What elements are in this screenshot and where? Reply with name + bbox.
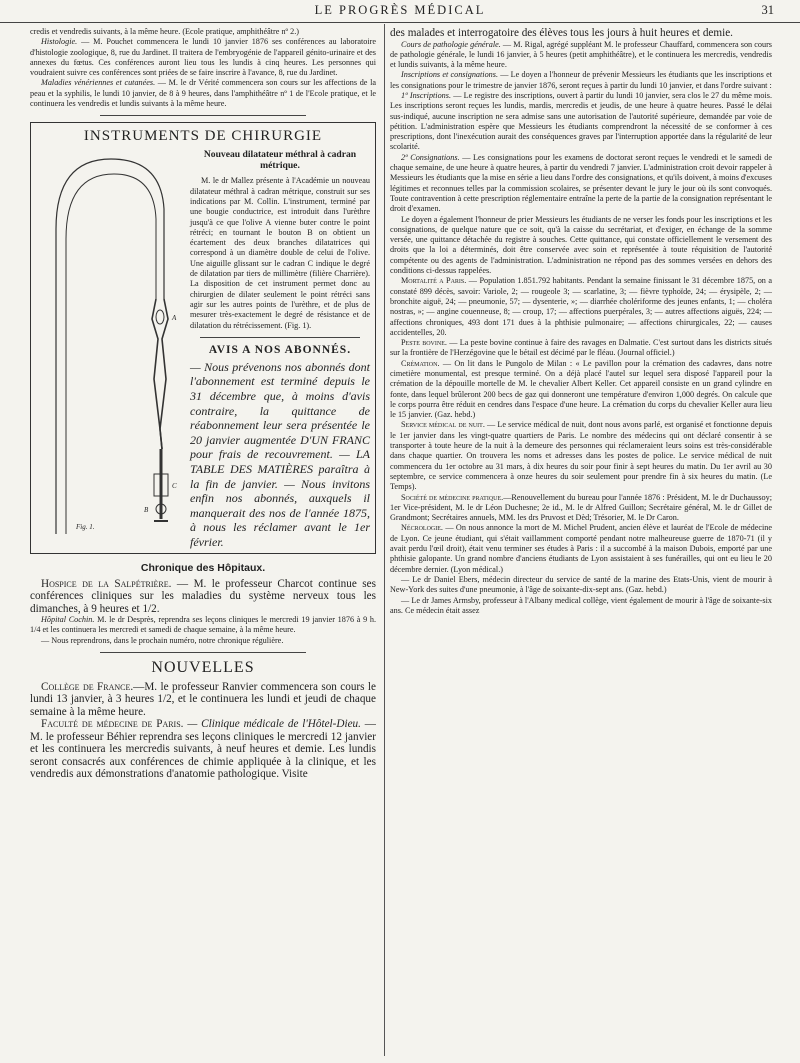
text-inscriptions: — Le doyen a l'honneur de prévenir Messieurs les étudiants que les inscriptions et les consignations pour le trimestre de janvier 1876, seront reçues à partir du lundi 10 janvier, et dans l'ordre suivant :	[390, 70, 772, 90]
instruments-box	[30, 122, 376, 553]
text-salpetriere: — M. le professeur Charcot continue ses conférences cliniques sur les maladies du système nerveux tous les dimanches, à 9 heures et 1/2.	[30, 577, 376, 615]
subheading-faculte: — Clinique médicale de l'Hôtel-Dieu.	[183, 718, 361, 731]
paragraph-cochin	[30, 615, 376, 636]
journal-title: LE PROGRÈS MÉDICAL	[314, 3, 486, 17]
heading-inscriptions: Inscriptions et consignations.	[401, 70, 498, 80]
nouvelles-title: NOUVELLES	[151, 658, 255, 676]
heading-faculte: Faculté de médecine de Paris.	[41, 718, 184, 731]
paragraph-salpetriere	[30, 578, 376, 616]
chronique-title: Chronique des Hôpitaux.	[140, 561, 266, 574]
text-consignations: — Les consignations pour les examens de doctorat seront reçues le vendredi et le samedi de chaque semaine, de une heure à quatre heures, à partir du vendredi 7 janvier. L'administration croit devoir rappeler à Messieurs les étudiants que la mise en série a lieu dans l'ordre des consignations, et qu'ils doivent, à moins d'excuses légitimes et reconnues telles par la commission scolaires, se présenter devant le jury le jour où ils sont convoqués. Toute contravention à cette prescription réglementaire entraîne la perte de la partie de la consignation représentant le droit d'examen.	[390, 152, 772, 214]
heading-societe: Société de médecine pratique.	[401, 492, 504, 502]
heading-peste: Peste bovine.	[401, 338, 447, 348]
paragraph-maladies	[30, 78, 376, 109]
paragraph-inscriptions	[390, 70, 772, 91]
text-pathologie: — M. Rigal, agrégé suppléant M. le professeur Chauffard, commencera son cours de pathologie générale, le lundi 16 janvier, à 5 heures (petit amphithéâtre), et le continuera les mercredis, vendredis et lundis suivants, à la même heure.	[390, 39, 772, 70]
text-cochin: M. le dr Desprès, reprendra ses leçons cliniques le mercredi 19 janvier 1876 à 9 h. 1/4 et les continuera les mercredi et samedi de chaque semaine, à la même heure.	[30, 615, 376, 635]
instruments-body: M. le dr Mallez présente à l'Académie un nouveau dilatateur méthral à cadran métrique, construit sur ses indications par M. Collin. L'instrument, terminé par une bougie conductrice, est introduit dans l'urèthre jusqu'à ce que l'olive A vienne buter contre le point rétréci; en tournant le bouton B on obtient un écartement des deux branches dilatatrices qui correspond à un diamètre double de celui de l'olive. Une aiguille glissant sur le cadran C indique le degré de dilatation par tiers de millimètre (filière Charrière). La disposition de cet instrument permet donc au chirurgien de dilater seulement le point rétréci sans agir sur les autres points de l'urèthre, et de plus de mesurer très-exactement le degré de résistance et de dilatation du rétrécissement. (Fig. 1).	[190, 176, 370, 330]
heading-service-nuit: Service médical de nuit.	[401, 420, 485, 430]
paragraph-armsby: — Le dr James Armsby, professeur à l'Albany medical collège, vient également de mourir à l'âge de soixante-six ans. Ce médecin était assez	[390, 595, 772, 615]
avis-title: AVIS A NOS ABONNÉS.	[208, 343, 352, 356]
text-college-de-france: —M. le professeur Ranvier commencera son cours le lundi 13 janvier, à 3 heures 1/2, et le continuera les lundi et jeudi de chaque semaine à la même heure.	[30, 680, 376, 718]
separator-rule	[200, 337, 360, 338]
page-number: 31	[761, 3, 774, 17]
paragraph-reprendrons: — Nous reprendrons, dans le prochain numéro, notre chronique régulière.	[41, 635, 284, 645]
instruments-title: INSTRUMENTS DE CHIRURGIE	[83, 128, 323, 145]
text-peste: — La peste bovine continue à faire des ravages en Dalmatie. C'est surtout dans les districts situés sur la frontière de l'Herzégovine que le bétail est décimé par le fléau. (Journal officiel.)	[390, 338, 772, 358]
heading-salpetriere: Hospice de la Salpétrière.	[41, 577, 172, 590]
heading-mortalite: Mortalité a Paris.	[401, 276, 467, 286]
fig-caption: Fig. 1.	[76, 523, 95, 532]
separator-rule	[100, 115, 306, 116]
paragraph-ebers: — Le dr Daniel Ebers, médecin directeur du service de santé de la marine des Etats-Unis, vient de mourir à New-York des suites d'une pneumonie, à l'âge de soixante-dix-sept ans. (Gaz. hebd.)	[390, 574, 772, 595]
instruments-text	[186, 149, 370, 549]
text-faculte: — M. le professeur Béhier reprendra ses leçons cliniques le mercredi 12 janvier et les continuera les mercredis suivants, à neuf heures et demie. Les lundis seront consacrés aux conférences de chimie appliquée à la clinique, et les vendredis aux démonstrations d'anatomie pathologique. Visite	[30, 718, 376, 781]
heading-cremation: Crémation.	[401, 358, 440, 368]
paragraph-college-de-france	[30, 681, 376, 719]
paragraph-pathologie	[390, 40, 772, 71]
heading-pathologie: Cours de pathologie générale.	[401, 39, 501, 49]
dilatateur-illustration	[36, 149, 186, 534]
text-service-nuit: — Le service médical de nuit, dont nous avons parlé, est organisé et fonctionne depuis le 1er janvier dans les vingt-quatre quartiers de Paris. Le nombre des médecins qui ont déclaré consentir à se transporter à toute heure de la nuit à la demeure des personnes qui réclameraient leurs soins est très-considérable dans chaque quartier. On trouvera les noms et adresses dans les postes de police. Le service médical de nuit commencera du 1er octobre au 31 mars, à dix heures du soir pour finir à sept heures du matin. Du 1er avril au 30 septembre, ce service commencera à onze heures du soir seulement pour prendre fin à six heures du matin. (Le Temps).	[390, 420, 772, 492]
paragraph-inscriptions-1	[390, 91, 772, 153]
page-header	[0, 0, 800, 23]
text-necrologie: — On nous annonce la mort de M. Michel Prudent, ancien élève et lauréat de l'Ecole de médecine de Lyon. Ce jeune étudiant, qui s'était vaillamment comporté pendant notre malheureuse guerre de 1870-71 (il y avait perdu l'œil droit), était venu terminer ses études à Paris : il a succombé à la maison Dubois, emporté par une phthisie galopante. Un grand nombre d'anciens étudiants de Lyon assistaient à ses funérailles, qui ont eu lieu le 20 décembre dernier. (Lyon médical.)	[390, 523, 772, 574]
paragraph-service-nuit	[390, 420, 772, 492]
paragraph-mortalite	[390, 276, 772, 338]
text-maladies: — M. le dr Vérité commencera son cours sur les affections de la peau et la syphilis, le lundi 10 janvier, de 8 à 9 heures, dans l'amphithéâtre nº 1 de l'Ecole pratique, et le continuera les vendredis et lundis suivants à la même heure.	[30, 78, 376, 109]
fig-label-a: A	[172, 314, 177, 323]
paragraph-consignations	[390, 153, 772, 215]
paragraph-doyen: Le doyen a également l'honneur de prier Messieurs les étudiants de ne verser les fonds pour les inscriptions et les consignations, de quelque nature que ce soit, qu'à la caisse du secrétariat, et d'exiger, en échange de la somme versée, une quittance détachée du registre à souches. Cette quittance, qui constate officiellement le versement des droits que la loi a déterminés, doit être conservée avec soin et représentée à toute réquisition de l'autorité compétente ou des agents de l'administration. L'administration ne répond pas des sommes versées en dehors des conditions ci-dessus rappelées.	[390, 214, 772, 276]
heading-college-de-france: Collège de France.	[41, 680, 134, 693]
heading-maladies: Maladies vénériennes et cutanées.	[41, 78, 156, 88]
paragraph-amphitheatre: credis et vendredis suivants, à la même heure. (Ecole pratique, amphithéâtre nº 2.)	[30, 27, 299, 36]
dilatateur-figure	[36, 149, 186, 534]
heading-consignations: 2º Consignations.	[401, 152, 460, 162]
heading-inscriptions-1: 1º Inscriptions.	[401, 90, 452, 100]
text-cremation: — On lit dans le Pungolo de Milan : « Le pavillon pour la crémation des cadavres, dans notre cimetière monumental, est presque terminé. On a déjà placé l'autel sur lequel sera disposé l'appareil pour la crémation de la dépouille mortelle de M. le chevalier Albert Keller. Cet appareil consiste en un grand cylindre en fonte, dans lequel brûleront 200 becs de gaz qui donneront une température d'environ 1,000 degrés. On calcule que le corps pourra être réduit en cendres dans l'espace d'une heure. La crémation du corps du chevalier Keller aura lieu le 15 janvier. (Gaz. hebd.)	[390, 358, 772, 420]
right-column	[390, 27, 772, 1057]
paragraph-necrologie	[390, 523, 772, 574]
paragraph-peste	[390, 338, 772, 359]
fig-label-c: C	[172, 482, 177, 491]
fig-label-b: B	[144, 506, 149, 515]
paragraph-societe	[390, 493, 772, 524]
paragraph-histologie	[30, 37, 376, 78]
separator-rule	[100, 652, 306, 653]
heading-necrologie: Nécrologie.	[401, 523, 443, 533]
heading-histologie: Histologie.	[41, 37, 78, 47]
instruments-subtitle: Nouveau dilatateur méthral à cadran métrique.	[203, 149, 357, 172]
text-inscriptions-1: — Le registre des inscriptions, ouvert à partir du lundi 10 janvier, sera clos le 27 du même mois. Les inscriptions seront reçues les lundis, mardis, mercredis et jeudis, de une heure à quatre heures. Passé le délai sus-indiqué, aucune inscription ne sera admise sans une autorisation de l'autorité supérieure, demandée par voie de pétition. L'administration espère que Messieurs les étudiants comprendront la nécessité de se conformer à ces prescriptions, dont l'inexécution aurait des conséquences graves par l'interruption apportée dans la régularité de leur scolarité.	[390, 90, 772, 152]
left-column	[30, 27, 376, 1057]
heading-cochin: Hôpital Cochin.	[41, 615, 95, 625]
paragraph-visite: des malades et interrogatoire des élèves tous les jours à huit heures et demie.	[390, 27, 733, 39]
text-societe: —Renouvellement du bureau pour l'année 1876 : Président, M. le dr Duchaussoy; 1er Vice-président, M. le dr Léon Duchesne; 2e id., M. le dr Alfred Guillon; Secrétaire général, M. le dr Gillet de Grandmont; Secrétaires annuels, MM. les drs Pruvost et Dèd; Trésorier, M. le Dr Caron.	[390, 492, 772, 523]
paragraph-faculte	[30, 718, 376, 781]
paragraph-cremation	[390, 359, 772, 421]
text-histologie: — M. Pouchet commencera le lundi 10 janvier 1876 ses conférences au laboratoire d'histologie zoologique, 8, rue du Jardinet. Il traitera de l'embryogénie de l'appareil génito-urinaire et des annexes du fœtus. Ces conférences auront lieu tous les lundis à cinq heures. Les personnes qui voudraient suivre ces conférences sont priées de se faire inscrire à l'avance, 8, rue du Jardinet.	[30, 37, 376, 78]
column-divider	[384, 24, 385, 1056]
instruments-content	[36, 149, 370, 549]
text-mortalite: — Population 1.851.792 habitants. Pendant la semaine finissant le 31 décembre 1875, on a constaté 899 décès, savoir: Variole, 2; — rougeole 3; — scarlatine, 3; — fièvre typhoïde, 24; — érysipèle, 2; — bronchite aiguë, 24; — pneumonie, 57; — dysenterie, »; — diarrhée cholériforme des jeunes enfants, 1; — choléra nostras, »; — angine couenneuse, 8; — croup, 17; — affections puerpérales, 3; — autres affections aiguës, 224; — affections chroniques, 493 dont 171 dues à la phthisie pulmonaire; — affections chirurgicales, 22; — causes accidentelles, 20.	[390, 276, 772, 337]
avis-body: — Nous prévenons nos abonnés dont l'abonnement est terminé depuis le 31 décembre que, à moins d'avis contraire, la quittance de réabonnement leur sera présentée le 20 janvier augmentée D'UN FRANC pour frais de recouvrement. — LA TABLE DES MATIÈRES paraîtra à la fin de janvier. — Nous invitons enfin nos abonnés, auxquels il manquerait des nos de l'année 1875, à nous les réclamer avant le 1er février.	[190, 359, 370, 549]
